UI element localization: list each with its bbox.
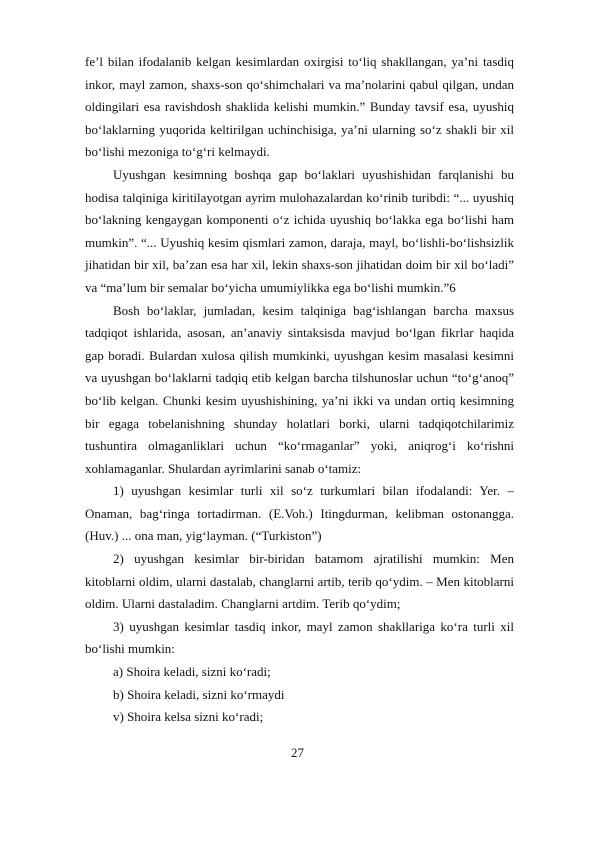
list-item-2: 2) uyushgan kesimlar bir-biridan batamom ajratilishi mumkin: Men kitoblarni oldim, ularni dastalab, changlarni artib, terib qo‘ydim. – Men kitoblarni oldim. Ularni dastaladim. Changlarni artdim. Terib qo‘ydim;: [85, 551, 514, 612]
paragraph-uyushgan-kesim: Uyushgan kesimning boshqa gap bo‘laklari uyushishidan farqlanishi bu hodisa talqiniga kiritilayotgan ayrim mulohazalardan ko‘rinib turibdi: “... uyushiq bo‘lakning kengaygan komponenti o‘z ichida uyushiq bo‘lakka ega bo‘lishi ham mumkin”. “... Uyushiq kesim qismlari zamon, daraja, mayl, bo‘lishli-bo‘lishsizlik jihatidan bir xil, ba’zan esa har xil, lekin shaxs-son jihatidan doim bir xil bo‘ladi” va “ma’lum bir semalar bo‘yicha umumiylikka ega bo‘lishi mumkin.”6: [85, 166, 514, 295]
list-item-3: 3) uyushgan kesimlar tasdiq inkor, mayl zamon shakllariga ko‘ra turli xil bo‘lishi mumkin:: [85, 618, 514, 657]
example-v: v) Shoira kelsa sizni ko‘radi;: [113, 709, 264, 725]
paragraph-bosh-bolaklar: Bosh bo‘laklar, jumladan, kesim talqiniga bag‘ishlangan barcha maxsus tadqiqot ishlarida, asosan, an’anaviy sintaksisda mavjud bo‘lgan fikrlar haqida gap boradi. Bulardan xulosa qilish mumkinki, uyushgan kesim masalasi kesimni va uyushgan bo‘laklarni tadqiq etib kelgan barcha tilshunoslar uchun “to‘g‘anoq” bo‘lib kelgan. Chunki kesim uyushishining, ya’ni ikki va undan ortiq kesimning bir egaga tobelanishning shunday holatlari borki, ularni tadqiqotchilarimiz tushuntira olmaganliklari uchun “ko‘rmaganlar” yoki, aniqrog‘i ko‘rishni xohlamaganlar. Shulardan ayrimlarini sanab o‘tamiz:: [85, 302, 514, 476]
document-page: [85, 51, 514, 729]
paragraph-continuation: fe’l bilan ifodalanib kelgan kesimlardan oxirgisi to‘liq shakllangan, ya’ni tasdiq inkor, mayl zamon, shaxs-son qo‘shimchalari va ma’nolarini qabul qilgan, undan oldingilari esa ravishdosh shaklida kelishi mumkin.” Bunday tavsif esa, uyushiq bo‘laklarning yuqorida keltirilgan uchinchisiga, ya’ni ularning so‘z shakli bir xil bo‘lishi mezoniga to‘g‘ri kelmaydi.: [85, 54, 514, 160]
page-number: 27: [291, 745, 304, 760]
list-item-1: 1) uyushgan kesimlar turli xil so‘z turkumlari bilan ifodalandi: Yer. – Onaman, bag‘ringa tortadirman. (E.Voh.) Itingdurman, kelibman ostonangga. (Huv.) ... ona man, yig‘layman. (“Turkiston”): [85, 483, 514, 544]
example-a: a) Shoira keladi, sizni ko‘radi;: [113, 664, 271, 680]
example-b: b) Shoira keladi, sizni ko‘rmaydi: [113, 686, 285, 702]
